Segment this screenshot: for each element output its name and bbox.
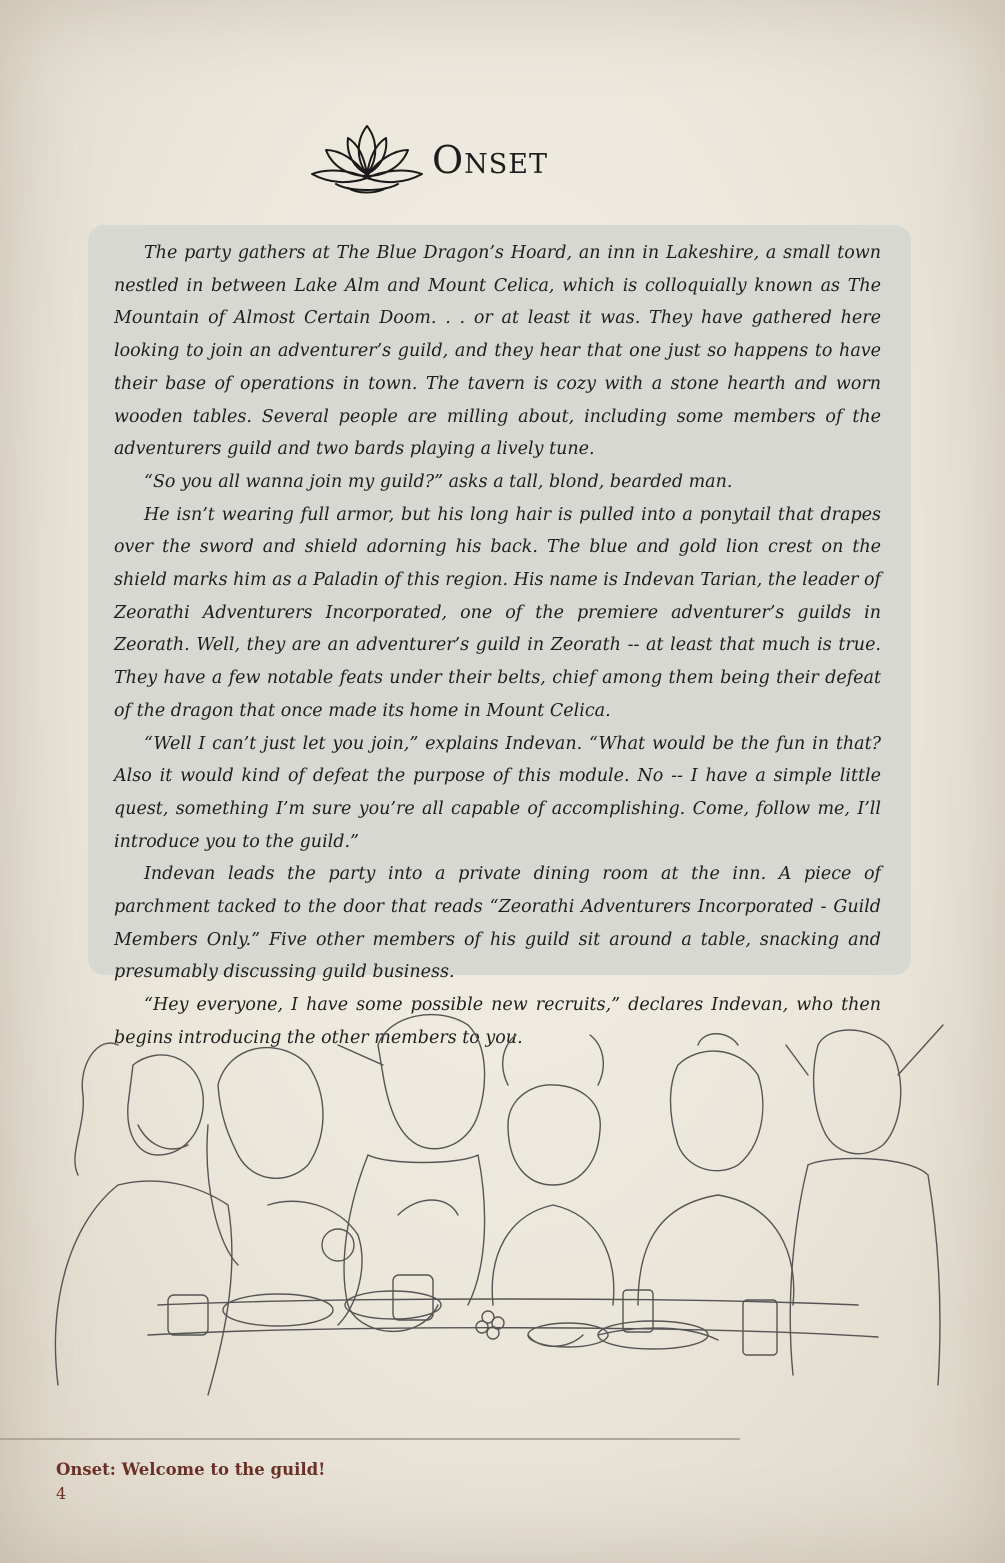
boxed-paragraph: Indevan leads the party into a private dining room at the inn. A piece of parchment tacked to the door that reads “Zeorathi Adventurers Incorporated - Guild Members Only.” Five other members of his guild sit around a table, snacking and presumably discussing guild business.: [114, 864, 881, 983]
boxed-paragraph: The party gathers at The Blue Dragon’s Hoard, an inn in Lakeshire, a small town nestled in between Lake Alm and Mount Celica, which is colloquially known as The Mountain of Almost Certain Doom. . . or at least it was. They have gathered here looking to join an adventurer’s guild, and they hear that one just so happens to have their base of operations in town. The tavern is cozy with a stone hearth and worn wooden tables. Several people are milling about, including some members of the adventurers guild and two bards playing a lively tune.: [114, 243, 881, 460]
boxed-paragraph: “So you all wanna join my guild?” asks a tall, blond, bearded man.: [144, 471, 733, 492]
footer-section-title: Onset: Welcome to the guild!: [56, 1460, 326, 1479]
boxed-paragraph: He isn’t wearing full armor, but his long hair is pulled into a ponytail that drapes over the sword and shield adorning his back. The blue and gold lion crest on the shield marks him as a Paladin of this region. His name is Indevan Tarian, the leader of Zeorathi Adventurers Incorporated, one of the premiere adventurer’s guilds in Zeorath. Well, they are an adventurer’s guild in Zeorath -- at least that much is true. They have a few notable feats under their belts, chief among them being their defeat of the dragon that once made its home in Mount Celica.: [114, 504, 881, 721]
lotus-icon: [306, 118, 428, 196]
figure-bearded-man: [56, 1043, 232, 1395]
boxed-paragraph: “Well I can’t just let you join,” explains Indevan. “What would be the fun in that? Also it would kind of defeat the purpose of this module. No -- I have a simple little quest, something I’m sure you’re all capable of accomplishing. Come, follow me, I’ll introduce you to the guild.”: [114, 733, 881, 852]
footer-rule: [0, 1438, 740, 1440]
figure-woman-right: [598, 1034, 794, 1340]
figure-elf-woman: [743, 1025, 943, 1385]
page-number: 4: [56, 1484, 67, 1503]
guild-table-illustration: [38, 1005, 978, 1415]
page-title: Onset: [432, 138, 548, 182]
figure-elf-man: [338, 1015, 485, 1320]
read-aloud-box: [88, 225, 911, 1048]
chapter-heading: [306, 118, 548, 196]
boxed-paragraph: “Hey everyone, I have some possible new recruits,” declares Indevan, who then begins introducing the other members to you.: [114, 995, 881, 1048]
